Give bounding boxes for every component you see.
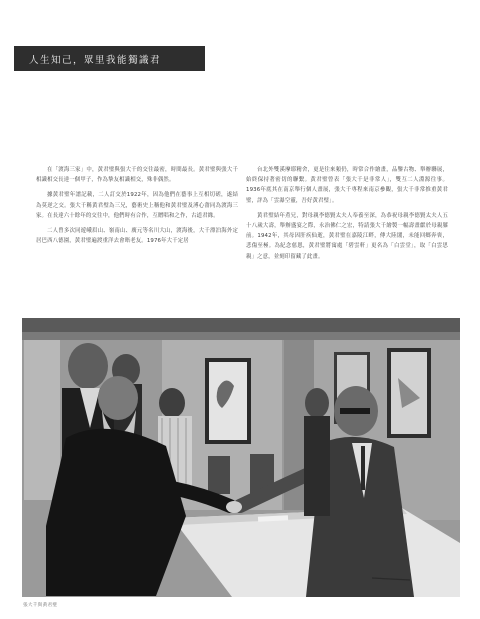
paragraph: 據黃君璧年譜記載，二人訂交於1922年，因為他們在藝事上互相切磋，遂結為莫逆之交。張大千稱黃君璧為三兄，藝術史上稱他和黃君璧及溥心畬同為渡海三家。在長達六十餘年的交往中，他們時有合作，互贈唱和之作，古道君緣。 bbox=[36, 192, 238, 219]
historical-photograph bbox=[22, 318, 460, 597]
section-title: 人生知己，眾里我能獨識君 bbox=[29, 54, 162, 66]
paragraph: 黃君璧結年煮兄，對母親李德賢太夫人奉養至深，為恭祝母親李德賢太夫人五十八歲大壽，舉辦盛宴之際，永治佛仁之宏，特請張大千繪製一幅壽畫獻於母親膝前。1942年，其母因肝疾仙逝，黃君璧在嘉陵江畔，傳大陸閣，未能回鄉奔喪，悲傷至極。為紀念慈恩，黃君璧將寓處「碧雲軒」更名為「白雲堂」，取「白雲思親」之意，並刻印留藏了此畫。 bbox=[246, 212, 448, 260]
paragraph: 在「渡海三家」中，黃君璧與張大千的交往最密，時間最長。黃君璧與張大千相識相交長達一個甲子，作為摯友相識相交，殊非偶然。 bbox=[36, 167, 238, 184]
right-text-column bbox=[246, 165, 448, 267]
photo-caption: 張大千與黃君璧 bbox=[23, 603, 58, 608]
section-header-bar bbox=[14, 46, 205, 71]
left-text-column bbox=[36, 165, 238, 251]
paragraph: 台北外雙溪摩耶精舍，更是往來頻仍，時常合作繪畫，品鑒古物、舉辦聯展，始終保持著密切的聯繫。黃君璧曾表「張大千是非常人」，雙互二人淵源往事。1936年底其在南京舉行個人畫展，張大千專程來南京參觀，張大千非常推重黃君璧，評為「雲瀑空靈，吾好黃君璧」。 bbox=[246, 167, 448, 204]
paragraph: 二人曾多次同遊峨眉山、嶺南山、廣元等名川大山，渡海後，大千漂泊海外定居巴西八德園，黃君璧遍渡重洋去會晤老友。1976年大千定居 bbox=[36, 228, 238, 245]
